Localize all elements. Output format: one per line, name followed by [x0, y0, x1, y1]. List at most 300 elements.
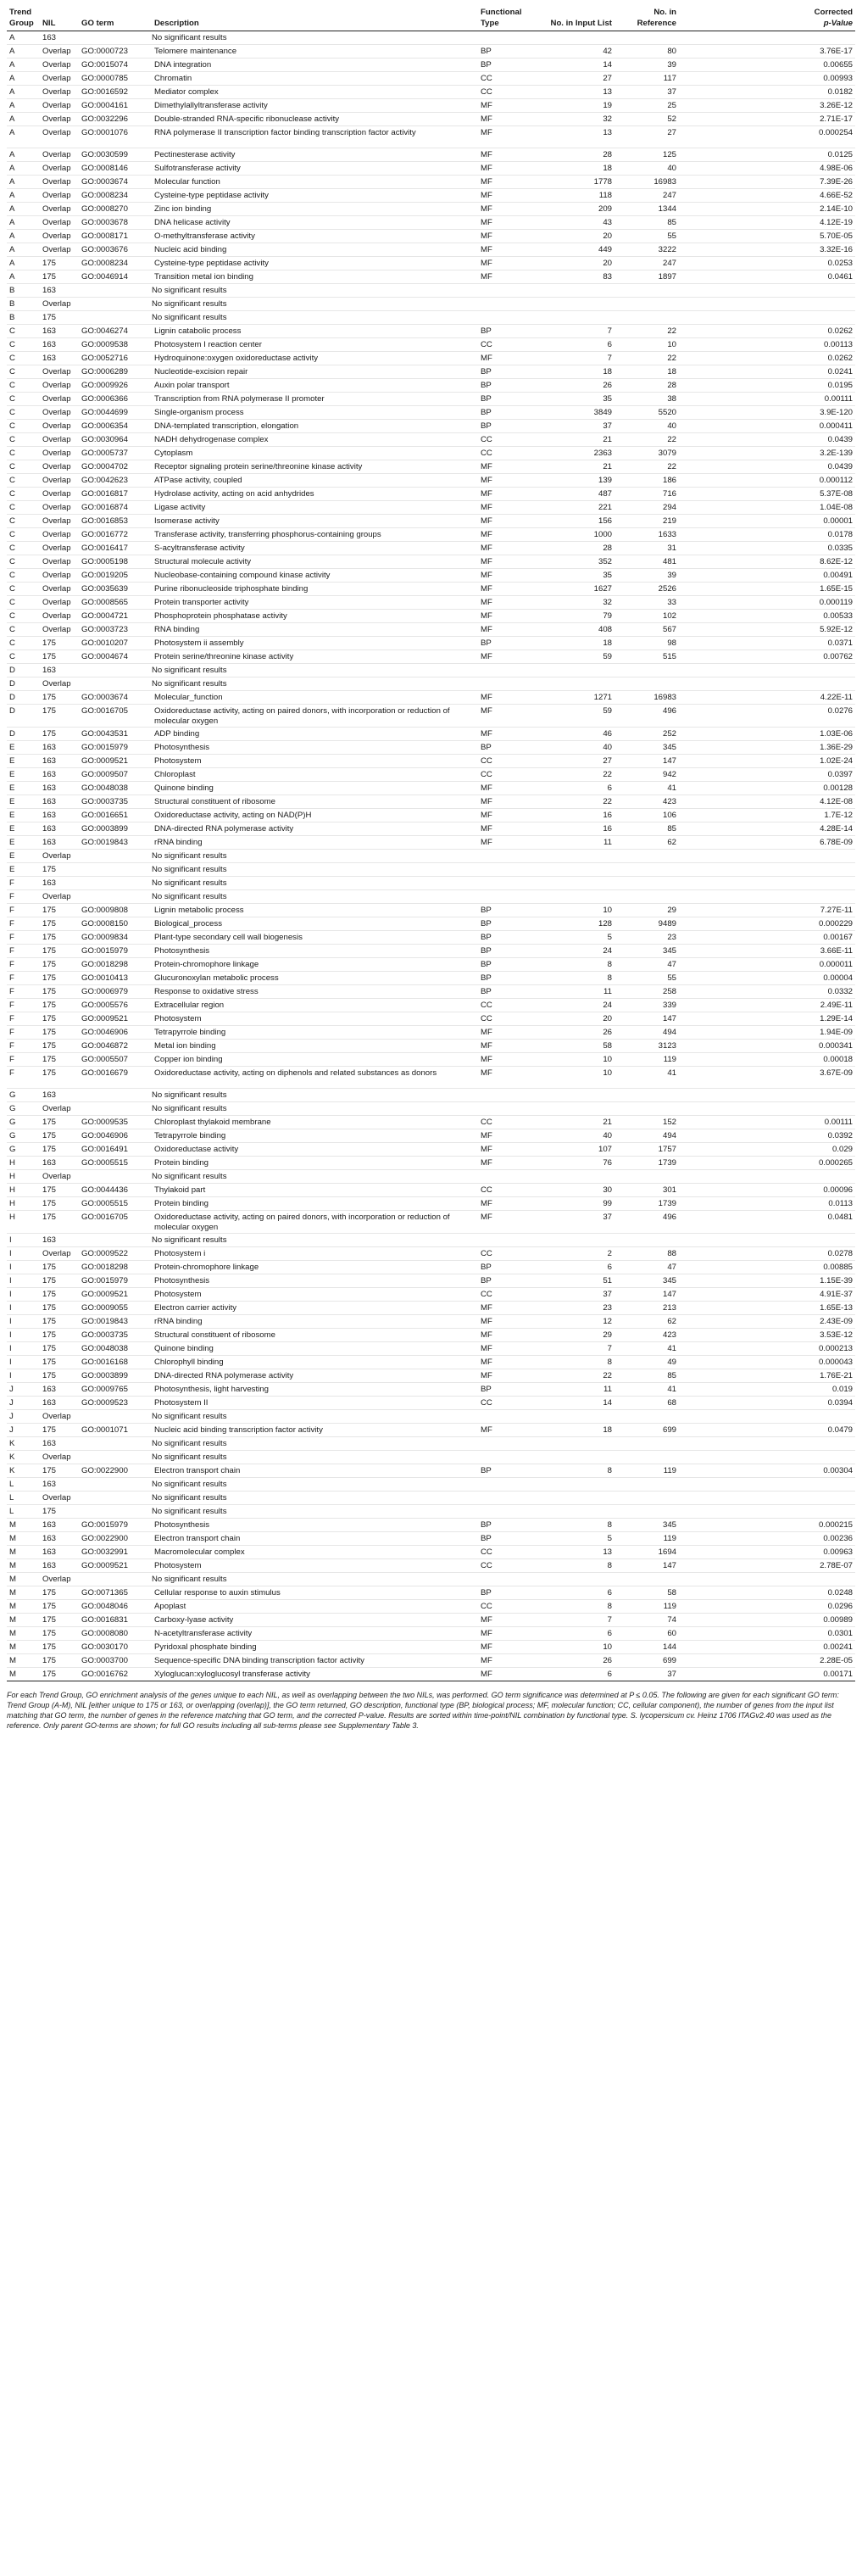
cell-functional-type: MF	[478, 203, 543, 216]
cell-trend-group: F	[7, 999, 40, 1012]
cell-reference-count: 40	[615, 162, 679, 176]
cell-description: RNA polymerase II transcription factor binding transcription factor activity	[152, 126, 478, 148]
cell-reference-count	[615, 284, 679, 298]
cell-input-count: 107	[543, 1143, 615, 1157]
cell-functional-type: MF	[478, 216, 543, 230]
cell-corrected-pvalue: 8.62E-12	[679, 555, 855, 569]
cell-reference-count	[615, 1170, 679, 1184]
cell-reference-count: 186	[615, 474, 679, 488]
cell-reference-count: 345	[615, 1274, 679, 1288]
cell-reference-count: 16983	[615, 691, 679, 705]
cell-nil: 175	[40, 1614, 79, 1627]
cell-nil: Overlap	[40, 189, 79, 203]
cell-nil: Overlap	[40, 501, 79, 515]
cell-go-term: GO:0044699	[79, 406, 152, 420]
cell-go-term: GO:0016705	[79, 705, 152, 728]
cell-go-term: GO:0035639	[79, 583, 152, 596]
cell-trend-group: A	[7, 162, 40, 176]
cell-corrected-pvalue	[679, 877, 855, 890]
cell-functional-type: CC	[478, 338, 543, 352]
cell-corrected-pvalue: 1.02E-24	[679, 755, 855, 768]
cell-corrected-pvalue: 0.000043	[679, 1356, 855, 1369]
cell-corrected-pvalue: 5.92E-12	[679, 623, 855, 637]
cell-corrected-pvalue: 0.0335	[679, 542, 855, 555]
cell-functional-type	[478, 1573, 543, 1586]
cell-reference-count: 345	[615, 945, 679, 958]
cell-trend-group: D	[7, 705, 40, 728]
cell-description: Photosystem II	[152, 1397, 478, 1410]
cell-reference-count: 47	[615, 1261, 679, 1274]
cell-reference-count: 147	[615, 1288, 679, 1302]
cell-go-term: GO:0003674	[79, 176, 152, 189]
cell-nil: Overlap	[40, 460, 79, 474]
cell-description: Extracellular region	[152, 999, 478, 1012]
cell-corrected-pvalue: 5.37E-08	[679, 488, 855, 501]
cell-description: NADH dehydrogenase complex	[152, 433, 478, 447]
cell-trend-group: G	[7, 1089, 40, 1102]
cell-description: Pyridoxal phosphate binding	[152, 1641, 478, 1654]
cell-reference-count	[615, 1437, 679, 1451]
table-row	[7, 189, 855, 203]
cell-corrected-pvalue: 3.32E-16	[679, 243, 855, 257]
cell-reference-count: 41	[615, 1383, 679, 1397]
cell-nil: Overlap	[40, 176, 79, 189]
cell-input-count: 18	[543, 162, 615, 176]
cell-corrected-pvalue: 0.0371	[679, 637, 855, 650]
cell-reference-count: 3079	[615, 447, 679, 460]
table-row	[7, 352, 855, 365]
cell-trend-group: I	[7, 1369, 40, 1383]
cell-trend-group: C	[7, 515, 40, 528]
cell-functional-type	[478, 890, 543, 904]
cell-trend-group: G	[7, 1143, 40, 1157]
cell-description: rRNA binding	[152, 836, 478, 850]
cell-trend-group: M	[7, 1546, 40, 1559]
cell-functional-type: MF	[478, 488, 543, 501]
cell-reference-count: 23	[615, 931, 679, 945]
cell-reference-count: 345	[615, 1519, 679, 1532]
cell-go-term: GO:0009834	[79, 931, 152, 945]
table-row	[7, 1053, 855, 1067]
cell-corrected-pvalue: 5.70E-05	[679, 230, 855, 243]
cell-corrected-pvalue	[679, 284, 855, 298]
cell-reference-count	[615, 890, 679, 904]
cell-corrected-pvalue: 0.0439	[679, 433, 855, 447]
cell-description: Protein serine/threonine kinase activity	[152, 650, 478, 664]
table-row	[7, 917, 855, 931]
cell-trend-group: F	[7, 958, 40, 972]
cell-description: No significant results	[152, 1478, 478, 1492]
cell-trend-group: F	[7, 877, 40, 890]
cell-go-term	[79, 1089, 152, 1102]
cell-input-count: 20	[543, 1012, 615, 1026]
cell-go-term: GO:0016168	[79, 1356, 152, 1369]
cell-corrected-pvalue: 1.94E-09	[679, 1026, 855, 1040]
cell-corrected-pvalue: 0.029	[679, 1143, 855, 1157]
cell-input-count: 14	[543, 1397, 615, 1410]
cell-functional-type: CC	[478, 433, 543, 447]
cell-go-term: GO:0003723	[79, 623, 152, 637]
cell-functional-type: BP	[478, 325, 543, 338]
cell-functional-type: MF	[478, 542, 543, 555]
cell-corrected-pvalue: 2.78E-07	[679, 1559, 855, 1573]
table-row	[7, 1356, 855, 1369]
cell-nil: Overlap	[40, 596, 79, 610]
cell-reference-count: 494	[615, 1129, 679, 1143]
cell-reference-count: 496	[615, 1211, 679, 1234]
header-reference: No. in Reference	[615, 5, 679, 31]
cell-reference-count: 1757	[615, 1143, 679, 1157]
cell-input-count	[543, 1234, 615, 1247]
cell-description: Hydrolase activity, acting on acid anhydrides	[152, 488, 478, 501]
cell-input-count: 20	[543, 230, 615, 243]
cell-trend-group: M	[7, 1586, 40, 1600]
cell-nil: Overlap	[40, 677, 79, 691]
cell-description: Plant-type secondary cell wall biogenesis	[152, 931, 478, 945]
cell-go-term: GO:0046914	[79, 270, 152, 284]
cell-corrected-pvalue: 0.00304	[679, 1464, 855, 1478]
table-row	[7, 1302, 855, 1315]
cell-trend-group: J	[7, 1397, 40, 1410]
cell-nil: Overlap	[40, 1102, 79, 1116]
cell-description: Tetrapyrrole binding	[152, 1026, 478, 1040]
cell-go-term: GO:0015979	[79, 1519, 152, 1532]
cell-corrected-pvalue: 4.28E-14	[679, 822, 855, 836]
cell-input-count: 139	[543, 474, 615, 488]
cell-functional-type	[478, 850, 543, 863]
cell-corrected-pvalue: 0.00989	[679, 1614, 855, 1627]
cell-reference-count: 152	[615, 1116, 679, 1129]
cell-go-term: GO:0016831	[79, 1614, 152, 1627]
cell-description: DNA integration	[152, 59, 478, 72]
table-row	[7, 230, 855, 243]
cell-reference-count: 1344	[615, 203, 679, 216]
cell-nil: 175	[40, 1184, 79, 1197]
cell-reference-count: 28	[615, 379, 679, 393]
cell-description: Electron transport chain	[152, 1532, 478, 1546]
cell-input-count	[543, 1573, 615, 1586]
cell-nil: Overlap	[40, 1492, 79, 1505]
cell-reference-count	[615, 1573, 679, 1586]
cell-go-term: GO:0048038	[79, 782, 152, 795]
cell-trend-group: E	[7, 822, 40, 836]
cell-functional-type	[478, 1492, 543, 1505]
cell-nil: 163	[40, 1397, 79, 1410]
cell-reference-count: 258	[615, 985, 679, 999]
cell-reference-count: 213	[615, 1302, 679, 1315]
table-row	[7, 1641, 855, 1654]
cell-description: Mediator complex	[152, 86, 478, 99]
cell-input-count: 40	[543, 1129, 615, 1143]
table-row	[7, 583, 855, 596]
table-row	[7, 1329, 855, 1342]
cell-go-term: GO:0048046	[79, 1600, 152, 1614]
table-row	[7, 1102, 855, 1116]
header-pvalue-suffix: p-Value	[823, 19, 853, 28]
cell-reference-count	[615, 1492, 679, 1505]
cell-description: Lignin metabolic process	[152, 904, 478, 917]
cell-description: ATPase activity, coupled	[152, 474, 478, 488]
cell-go-term	[79, 850, 152, 863]
cell-go-term: GO:0005515	[79, 1197, 152, 1211]
table-row	[7, 1410, 855, 1424]
cell-corrected-pvalue: 0.0394	[679, 1397, 855, 1410]
cell-trend-group: C	[7, 325, 40, 338]
cell-input-count: 32	[543, 596, 615, 610]
cell-reference-count: 33	[615, 596, 679, 610]
cell-description: DNA-directed RNA polymerase activity	[152, 1369, 478, 1383]
cell-corrected-pvalue: 0.0276	[679, 705, 855, 728]
cell-description: Biological_process	[152, 917, 478, 931]
cell-functional-type: CC	[478, 1600, 543, 1614]
cell-corrected-pvalue	[679, 850, 855, 863]
table-row	[7, 677, 855, 691]
header-input-list: No. in Input List	[543, 5, 615, 31]
cell-description: Transferase activity, transferring phosphorus-containing groups	[152, 528, 478, 542]
cell-go-term: GO:0015979	[79, 1274, 152, 1288]
cell-corrected-pvalue: 0.000254	[679, 126, 855, 148]
cell-input-count	[543, 664, 615, 677]
cell-go-term: GO:0009521	[79, 755, 152, 768]
table-row	[7, 501, 855, 515]
table-row	[7, 1157, 855, 1170]
table-row	[7, 216, 855, 230]
cell-trend-group: E	[7, 863, 40, 877]
cell-description: Photosystem	[152, 1559, 478, 1573]
cell-functional-type: MF	[478, 1157, 543, 1170]
cell-trend-group: A	[7, 176, 40, 189]
table-row	[7, 1369, 855, 1383]
table-row	[7, 637, 855, 650]
cell-functional-type: BP	[478, 741, 543, 755]
cell-input-count	[543, 890, 615, 904]
cell-nil: 175	[40, 1668, 79, 1681]
cell-corrected-pvalue: 6.78E-09	[679, 836, 855, 850]
cell-description: No significant results	[152, 284, 478, 298]
cell-go-term: GO:0015979	[79, 741, 152, 755]
table-row	[7, 999, 855, 1012]
cell-functional-type: MF	[478, 1067, 543, 1089]
cell-reference-count: 40	[615, 420, 679, 433]
table-row	[7, 270, 855, 284]
cell-corrected-pvalue: 1.36E-29	[679, 741, 855, 755]
cell-functional-type: MF	[478, 501, 543, 515]
cell-input-count: 26	[543, 1654, 615, 1668]
cell-description: Transcription from RNA polymerase II promoter	[152, 393, 478, 406]
table-row	[7, 836, 855, 850]
cell-go-term: GO:0022900	[79, 1464, 152, 1478]
cell-nil: Overlap	[40, 148, 79, 162]
cell-functional-type: MF	[478, 113, 543, 126]
cell-reference-count: 5520	[615, 406, 679, 420]
table-row	[7, 1492, 855, 1505]
cell-go-term: GO:0003735	[79, 1329, 152, 1342]
cell-functional-type: MF	[478, 583, 543, 596]
cell-trend-group: C	[7, 637, 40, 650]
cell-functional-type: MF	[478, 230, 543, 243]
cell-go-term: GO:0005515	[79, 1157, 152, 1170]
cell-trend-group: A	[7, 189, 40, 203]
table-row	[7, 1505, 855, 1519]
cell-corrected-pvalue: 7.27E-11	[679, 904, 855, 917]
cell-functional-type: BP	[478, 931, 543, 945]
cell-description: No significant results	[152, 1437, 478, 1451]
cell-input-count: 83	[543, 270, 615, 284]
cell-trend-group: F	[7, 890, 40, 904]
cell-functional-type: MF	[478, 1026, 543, 1040]
cell-reference-count: 423	[615, 1329, 679, 1342]
cell-input-count: 42	[543, 45, 615, 59]
table-row	[7, 1546, 855, 1559]
cell-reference-count: 41	[615, 782, 679, 795]
header-nil: NIL	[40, 5, 79, 31]
cell-corrected-pvalue: 0.0461	[679, 270, 855, 284]
cell-trend-group: C	[7, 365, 40, 379]
cell-reference-count: 119	[615, 1464, 679, 1478]
cell-functional-type: MF	[478, 822, 543, 836]
cell-trend-group: A	[7, 72, 40, 86]
cell-go-term: GO:0052716	[79, 352, 152, 365]
cell-corrected-pvalue: 7.39E-26	[679, 176, 855, 189]
cell-functional-type: BP	[478, 985, 543, 999]
cell-go-term: GO:0019205	[79, 569, 152, 583]
cell-go-term: GO:0009808	[79, 904, 152, 917]
cell-input-count: 27	[543, 755, 615, 768]
cell-nil: Overlap	[40, 203, 79, 216]
cell-trend-group: H	[7, 1184, 40, 1197]
cell-trend-group: I	[7, 1315, 40, 1329]
cell-input-count: 37	[543, 420, 615, 433]
cell-corrected-pvalue: 2.71E-17	[679, 113, 855, 126]
cell-trend-group: C	[7, 420, 40, 433]
cell-description: No significant results	[152, 1170, 478, 1184]
cell-trend-group: C	[7, 610, 40, 623]
cell-corrected-pvalue: 0.0439	[679, 460, 855, 474]
cell-trend-group: J	[7, 1424, 40, 1437]
cell-reference-count	[615, 877, 679, 890]
cell-input-count: 6	[543, 1586, 615, 1600]
cell-nil: 175	[40, 1129, 79, 1143]
cell-corrected-pvalue: 0.000411	[679, 420, 855, 433]
cell-trend-group: F	[7, 945, 40, 958]
cell-corrected-pvalue: 3.26E-12	[679, 99, 855, 113]
cell-functional-type: MF	[478, 782, 543, 795]
cell-nil: 175	[40, 1641, 79, 1654]
cell-input-count: 35	[543, 569, 615, 583]
cell-input-count: 5	[543, 931, 615, 945]
cell-functional-type: BP	[478, 972, 543, 985]
cell-description: No significant results	[152, 863, 478, 877]
cell-input-count: 46	[543, 728, 615, 741]
cell-functional-type: MF	[478, 691, 543, 705]
cell-corrected-pvalue	[679, 1089, 855, 1102]
cell-nil: 175	[40, 705, 79, 728]
cell-corrected-pvalue	[679, 31, 855, 45]
cell-functional-type	[478, 1170, 543, 1184]
cell-corrected-pvalue: 0.0262	[679, 352, 855, 365]
cell-description: No significant results	[152, 31, 478, 45]
cell-trend-group: C	[7, 542, 40, 555]
cell-trend-group: G	[7, 1129, 40, 1143]
cell-description: No significant results	[152, 1451, 478, 1464]
cell-functional-type: CC	[478, 72, 543, 86]
cell-input-count: 128	[543, 917, 615, 931]
cell-functional-type	[478, 677, 543, 691]
cell-go-term: GO:0016705	[79, 1211, 152, 1234]
cell-go-term	[79, 1234, 152, 1247]
cell-nil: 163	[40, 1478, 79, 1492]
header-trend-group: Trend Group	[7, 5, 40, 31]
cell-reference-count: 68	[615, 1397, 679, 1410]
cell-input-count	[543, 1451, 615, 1464]
cell-trend-group: I	[7, 1288, 40, 1302]
cell-go-term: GO:0016592	[79, 86, 152, 99]
cell-functional-type: CC	[478, 755, 543, 768]
cell-go-term	[79, 1437, 152, 1451]
cell-nil: Overlap	[40, 1247, 79, 1261]
cell-functional-type: MF	[478, 650, 543, 664]
cell-trend-group: M	[7, 1600, 40, 1614]
cell-input-count	[543, 1437, 615, 1451]
table-row	[7, 298, 855, 311]
cell-input-count: 156	[543, 515, 615, 528]
table-row	[7, 1234, 855, 1247]
cell-nil: Overlap	[40, 406, 79, 420]
cell-trend-group: K	[7, 1464, 40, 1478]
table-row	[7, 148, 855, 162]
cell-description: Nucleobase-containing compound kinase activity	[152, 569, 478, 583]
table-row	[7, 1600, 855, 1614]
cell-reference-count: 1694	[615, 1546, 679, 1559]
cell-functional-type: MF	[478, 1040, 543, 1053]
cell-trend-group: F	[7, 904, 40, 917]
cell-trend-group: M	[7, 1614, 40, 1627]
table-row	[7, 1464, 855, 1478]
cell-corrected-pvalue	[679, 298, 855, 311]
cell-nil: 175	[40, 1116, 79, 1129]
cell-trend-group: C	[7, 596, 40, 610]
cell-input-count: 58	[543, 1040, 615, 1053]
cell-description: Auxin polar transport	[152, 379, 478, 393]
cell-go-term: GO:0004721	[79, 610, 152, 623]
cell-nil: Overlap	[40, 1573, 79, 1586]
cell-nil: Overlap	[40, 850, 79, 863]
table-row	[7, 1089, 855, 1102]
cell-go-term: GO:0043531	[79, 728, 152, 741]
cell-reference-count: 219	[615, 515, 679, 528]
cell-nil: 175	[40, 1627, 79, 1641]
cell-functional-type: CC	[478, 1012, 543, 1026]
cell-functional-type	[478, 1234, 543, 1247]
cell-reference-count	[615, 311, 679, 325]
cell-trend-group: C	[7, 379, 40, 393]
cell-description: Chloroplast	[152, 768, 478, 782]
cell-corrected-pvalue: 1.03E-06	[679, 728, 855, 741]
cell-description: Oxidoreductase activity, acting on paired donors, with incorporation or reduction of molecular oxygen	[152, 1211, 478, 1234]
cell-functional-type: BP	[478, 393, 543, 406]
cell-reference-count: 1739	[615, 1157, 679, 1170]
cell-trend-group: E	[7, 768, 40, 782]
cell-functional-type: MF	[478, 162, 543, 176]
table-row	[7, 1288, 855, 1302]
cell-functional-type: MF	[478, 270, 543, 284]
cell-description: Molecular function	[152, 176, 478, 189]
cell-nil: 175	[40, 917, 79, 931]
cell-go-term: GO:0005576	[79, 999, 152, 1012]
cell-input-count: 51	[543, 1274, 615, 1288]
cell-corrected-pvalue: 0.000011	[679, 958, 855, 972]
cell-input-count: 7	[543, 1614, 615, 1627]
